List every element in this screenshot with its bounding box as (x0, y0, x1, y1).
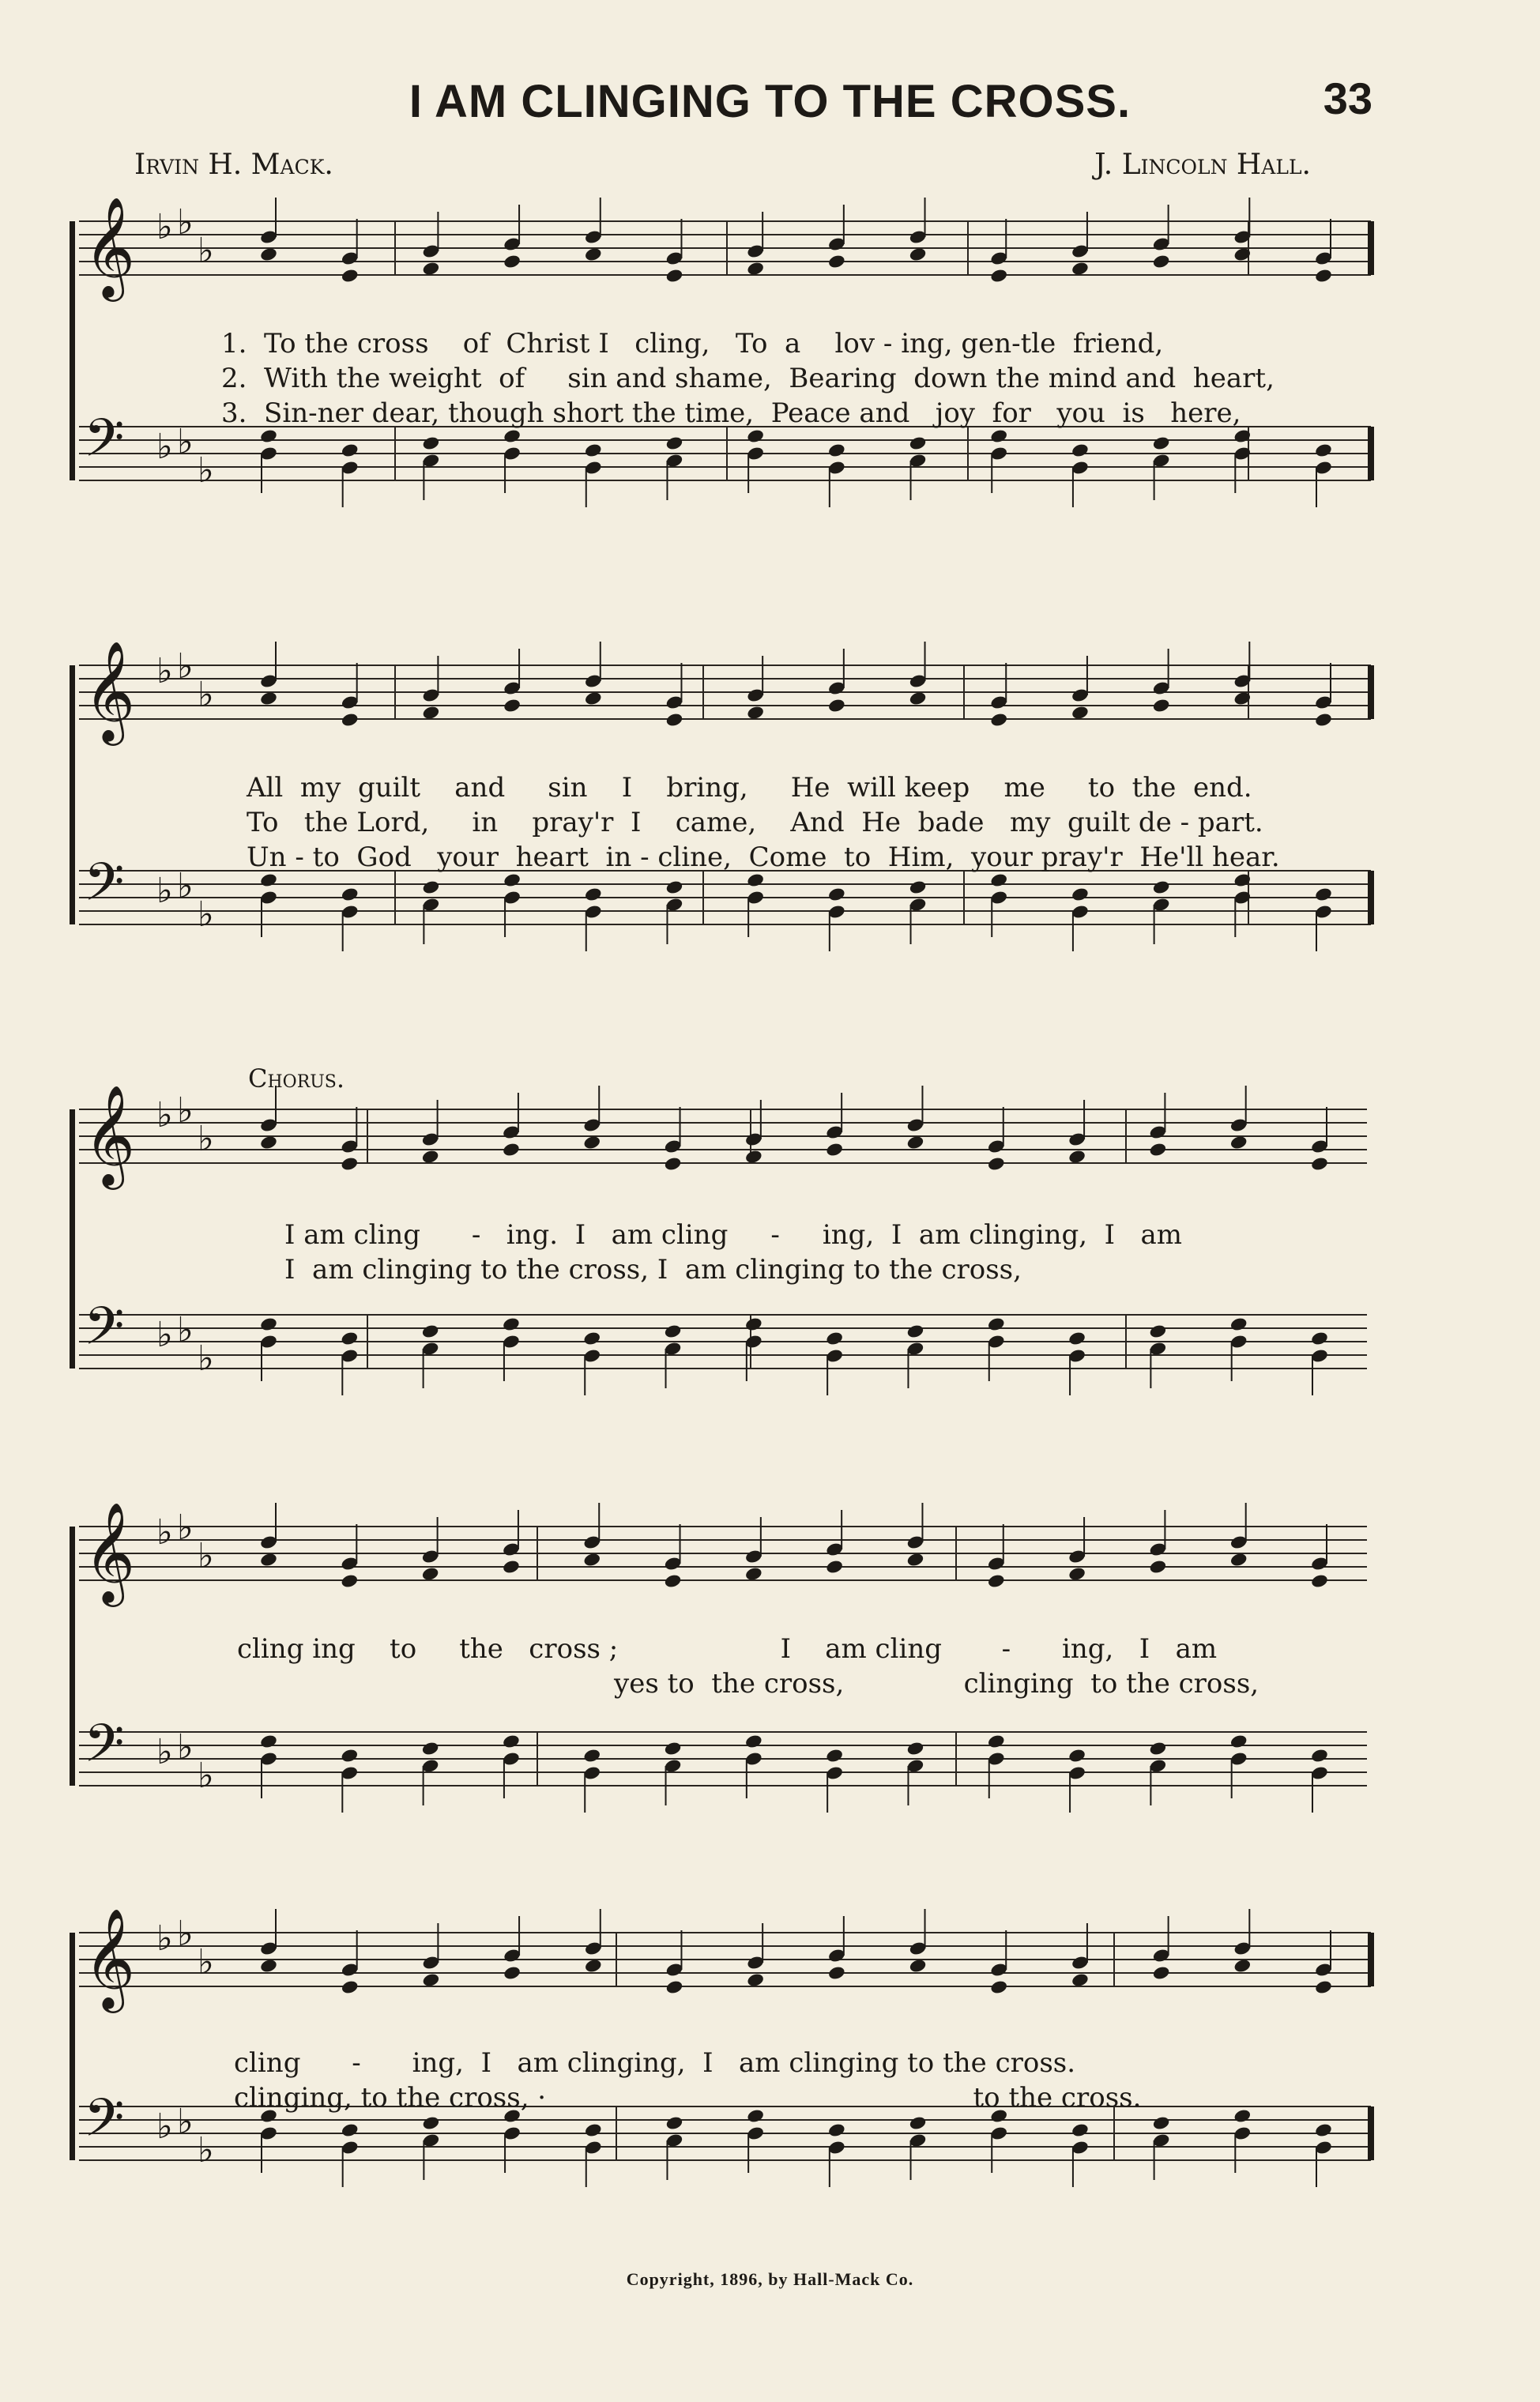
verse-3-line-1: 3. Sin-ner dear, though short the time, Peace and joy for you is here, (221, 397, 1241, 429)
flat-sign-icon: ♭ (177, 1508, 194, 1548)
treble-note-head (259, 1552, 278, 1568)
treble-note-head (909, 691, 928, 706)
bass-note-head (906, 1741, 925, 1756)
bass-note-head (1229, 1316, 1248, 1332)
treble-note-head (1310, 1156, 1329, 1172)
treble-note-head (341, 268, 360, 284)
treble-note-head (582, 1135, 601, 1150)
treble-note-head (1071, 705, 1090, 721)
bass-note-head (1152, 879, 1171, 895)
treble-clef-icon: 𝄞 (84, 196, 136, 297)
bass-note-head (422, 2115, 441, 2131)
bass-note-head (989, 428, 1008, 444)
bass-note-head (987, 1316, 1006, 1332)
treble-note-head (1152, 254, 1171, 269)
composer-credit: J. Lincoln Hall. (1094, 149, 1311, 181)
treble-note-head (584, 247, 603, 262)
bass-note-head (1071, 887, 1090, 902)
bass-note-head (422, 435, 441, 451)
flat-sign-icon: ♭ (198, 1942, 214, 1982)
bass-note-head (582, 1331, 601, 1346)
bass-note-head (259, 1316, 278, 1332)
treble-note-head (584, 1958, 603, 1974)
treble-note-head (422, 705, 441, 721)
chorus-line-2-melody: cling ing to the cross ; I am cling - ing, I am (237, 1633, 1218, 1665)
flat-sign-icon: ♭ (156, 2106, 173, 2147)
bass-note-head (1229, 1734, 1248, 1749)
bass-note-head (1071, 2122, 1090, 2138)
flat-sign-icon: ♭ (156, 427, 173, 467)
treble-note-head (422, 261, 441, 277)
treble-note-head (1149, 1559, 1168, 1575)
treble-note-head (341, 712, 360, 728)
flat-sign-icon: ♭ (177, 866, 194, 906)
end-bar-line (1368, 665, 1374, 719)
treble-note-head (909, 247, 928, 262)
bass-note-head (1149, 1323, 1168, 1339)
bass-note-head (1314, 2122, 1333, 2138)
bass-note-head (1314, 887, 1333, 902)
bass-note-head (664, 1323, 683, 1339)
treble-note-head (1310, 1573, 1329, 1589)
treble-note-head (1071, 261, 1090, 277)
bass-note-head (341, 442, 360, 458)
flat-sign-icon: ♭ (156, 1315, 173, 1355)
treble-note-head (341, 1979, 360, 1995)
treble-note-head (989, 1979, 1008, 1995)
bass-clef-icon: 𝄢 (84, 1296, 125, 1369)
treble-note-head (259, 1958, 278, 1974)
bass-note-head (1149, 1741, 1168, 1756)
treble-note-head (1233, 1958, 1252, 1974)
treble-note-head (584, 691, 603, 706)
flat-sign-icon: ♭ (156, 871, 173, 911)
flat-sign-icon: ♭ (156, 1512, 173, 1553)
flat-sign-icon: ♭ (177, 202, 194, 243)
chorus-line-1-echo: I am clinging to the cross, I am clinging to the cross, (284, 1254, 1022, 1286)
verse-1-line-2: All my guilt and sin I bring, He will keep me to the end. (247, 772, 1252, 804)
treble-note-head (989, 712, 1008, 728)
end-bar-line (1368, 2106, 1374, 2160)
treble-clef-icon: 𝄞 (84, 640, 136, 741)
chorus-line-1-melody: I am cling - ing. I am cling - ing, I am clinging, I am (284, 1219, 1183, 1251)
flat-sign-icon: ♭ (177, 2102, 194, 2142)
flat-sign-icon: ♭ (177, 1310, 194, 1350)
bass-note-head (582, 1748, 601, 1764)
system-bracket (70, 221, 75, 480)
bass-note-head (746, 428, 765, 444)
music-system-5 (63, 1909, 1391, 2257)
bass-note-head (503, 428, 521, 444)
treble-note-head (664, 1573, 683, 1589)
flat-sign-icon: ♭ (177, 1090, 194, 1131)
chorus-label: Chorus. (248, 1064, 345, 1094)
treble-note-head (825, 1142, 844, 1158)
treble-note-head (827, 254, 846, 269)
bass-note-head (422, 879, 441, 895)
bass-note-head (259, 872, 278, 888)
flat-sign-icon: ♭ (198, 1119, 214, 1159)
treble-note-head (909, 1958, 928, 1974)
treble-note-head (421, 1149, 440, 1165)
treble-note-head (1229, 1552, 1248, 1568)
verse-3-line-2: Un - to God your heart in - cline, Come to Him, your pray'r He'll hear. (247, 841, 1280, 873)
flat-sign-icon: ♭ (156, 651, 173, 691)
bass-note-head (987, 1734, 1006, 1749)
flat-sign-icon: ♭ (177, 1914, 194, 1954)
bass-note-head (341, 2122, 360, 2138)
end-bar-line (1368, 1933, 1374, 1986)
bass-note-head (825, 1331, 844, 1346)
bass-note-head (909, 435, 928, 451)
music-system-2 (63, 642, 1391, 1021)
flat-sign-icon: ♭ (198, 675, 214, 715)
music-system-4 (63, 1503, 1391, 1882)
treble-note-head (746, 1972, 765, 1988)
treble-note-head (827, 698, 846, 713)
bass-note-head (503, 872, 521, 888)
flat-sign-icon: ♭ (198, 1536, 214, 1576)
system-bracket (70, 665, 75, 924)
bass-note-head (909, 2115, 928, 2131)
bass-note-head (421, 1323, 440, 1339)
bass-clef-icon: 𝄢 (84, 408, 125, 481)
bass-note-head (665, 879, 684, 895)
treble-note-head (825, 1559, 844, 1575)
treble-note-head (989, 268, 1008, 284)
bass-note-head (1310, 1331, 1329, 1346)
bass-note-head (341, 1748, 360, 1764)
treble-note-head (503, 698, 521, 713)
treble-note-head (421, 1566, 440, 1582)
bass-clef-icon: 𝄢 (84, 852, 125, 925)
bass-clef-icon: 𝄢 (84, 2088, 125, 2161)
flat-sign-icon: ♭ (198, 1756, 214, 1796)
flat-sign-icon: ♭ (198, 450, 214, 491)
treble-note-head (1314, 268, 1333, 284)
end-bar-line (1368, 427, 1374, 480)
bass-note-head (584, 442, 603, 458)
treble-note-head (744, 1149, 763, 1165)
bass-note-head (1314, 442, 1333, 458)
bass-note-head (1310, 1748, 1329, 1764)
treble-note-head (987, 1156, 1006, 1172)
bass-note-head (746, 872, 765, 888)
treble-note-head (1067, 1149, 1086, 1165)
bass-note-head (1152, 2115, 1171, 2131)
bass-note-head (259, 1734, 278, 1749)
chorus-line-3-echo: clinging, to the cross, · to the cross. (234, 2082, 1142, 2114)
bass-note-head (825, 1748, 844, 1764)
treble-note-head (422, 1972, 441, 1988)
system-bracket (70, 1109, 75, 1369)
treble-note-head (582, 1552, 601, 1568)
treble-note-head (1071, 1972, 1090, 1988)
treble-note-head (906, 1552, 925, 1568)
treble-note-head (827, 1965, 846, 1981)
treble-note-head (259, 691, 278, 706)
bass-note-head (827, 2122, 846, 2138)
treble-note-head (746, 261, 765, 277)
treble-note-head (341, 1573, 360, 1589)
bass-note-head (827, 442, 846, 458)
treble-note-head (665, 268, 684, 284)
treble-note-head (1149, 1142, 1168, 1158)
treble-clef-icon: 𝄞 (84, 1501, 136, 1602)
bass-note-head (665, 2115, 684, 2131)
bass-note-head (341, 1331, 360, 1346)
treble-note-head (664, 1156, 683, 1172)
treble-clef-icon: 𝄞 (84, 1084, 136, 1185)
bass-note-head (909, 879, 928, 895)
bass-note-head (421, 1741, 440, 1756)
flat-sign-icon: ♭ (156, 207, 173, 247)
bass-note-head (827, 887, 846, 902)
bass-note-head (744, 1734, 763, 1749)
treble-note-head (906, 1135, 925, 1150)
music-system-1 (63, 198, 1391, 577)
bass-note-head (906, 1323, 925, 1339)
bass-clef-icon: 𝄢 (84, 1713, 125, 1786)
verse-1-line-1: 1. To the cross of Christ I cling, To a lov - ing, gen-tle friend, (221, 328, 1164, 360)
flat-sign-icon: ♭ (177, 422, 194, 462)
bass-note-head (1233, 2108, 1252, 2124)
treble-note-head (503, 1965, 521, 1981)
bass-note-head (744, 1316, 763, 1332)
copyright-notice: Copyright, 1896, by Hall-Mack Co. (626, 2269, 914, 2289)
bass-note-head (584, 887, 603, 902)
bass-note-head (259, 428, 278, 444)
treble-note-head (259, 1135, 278, 1150)
verse-2-line-1: 2. With the weight of sin and shame, Bearing down the mind and heart, (221, 363, 1275, 394)
flat-sign-icon: ♭ (156, 1918, 173, 1959)
treble-note-head (1314, 712, 1333, 728)
bass-note-head (502, 1316, 521, 1332)
bass-note-head (502, 1734, 521, 1749)
flat-sign-icon: ♭ (198, 231, 214, 271)
flat-sign-icon: ♭ (177, 1727, 194, 1768)
treble-note-head (1067, 1566, 1086, 1582)
treble-note-head (987, 1573, 1006, 1589)
treble-note-head (341, 1156, 360, 1172)
treble-note-head (1152, 1965, 1171, 1981)
treble-note-head (503, 254, 521, 269)
page-title: I AM CLINGING TO THE CROSS. (409, 76, 1131, 127)
bass-note-head (664, 1741, 683, 1756)
bass-note-head (341, 887, 360, 902)
treble-note-head (665, 1979, 684, 1995)
system-bracket (70, 1933, 75, 2160)
chorus-line-2-echo: yes to the cross, clinging to the cross, (614, 1668, 1259, 1700)
lyricist-credit: Irvin H. Mack. (134, 149, 333, 181)
flat-sign-icon: ♭ (198, 894, 214, 935)
treble-note-head (665, 712, 684, 728)
flat-sign-icon: ♭ (156, 1732, 173, 1772)
treble-note-head (259, 247, 278, 262)
bass-note-head (665, 435, 684, 451)
flat-sign-icon: ♭ (198, 2130, 214, 2170)
bass-note-head (989, 872, 1008, 888)
flat-sign-icon: ♭ (156, 1095, 173, 1135)
treble-note-head (502, 1142, 521, 1158)
treble-note-head (1152, 698, 1171, 713)
end-bar-line (1368, 221, 1374, 275)
system-bracket (70, 1527, 75, 1786)
page-number: 33 (1323, 73, 1372, 123)
treble-note-head (502, 1559, 521, 1575)
chorus-line-3-melody: cling - ing, I am clinging, I am clinging to the cross. (234, 2047, 1076, 2079)
end-bar-line (1368, 871, 1374, 924)
treble-note-head (744, 1566, 763, 1582)
treble-clef-icon: 𝄞 (84, 1907, 136, 2009)
bass-note-head (1071, 442, 1090, 458)
verse-2-line-2: To the Lord, in pray'r I came, And He bade my guilt de - part. (247, 807, 1263, 838)
music-system-3 (63, 1064, 1391, 1465)
flat-sign-icon: ♭ (198, 1338, 214, 1379)
treble-note-head (1314, 1979, 1333, 1995)
treble-note-head (746, 705, 765, 721)
flat-sign-icon: ♭ (177, 646, 194, 687)
bass-note-head (1152, 435, 1171, 451)
treble-note-head (1229, 1135, 1248, 1150)
bass-note-head (1067, 1748, 1086, 1764)
bass-note-head (1067, 1331, 1086, 1346)
bass-note-head (584, 2122, 603, 2138)
